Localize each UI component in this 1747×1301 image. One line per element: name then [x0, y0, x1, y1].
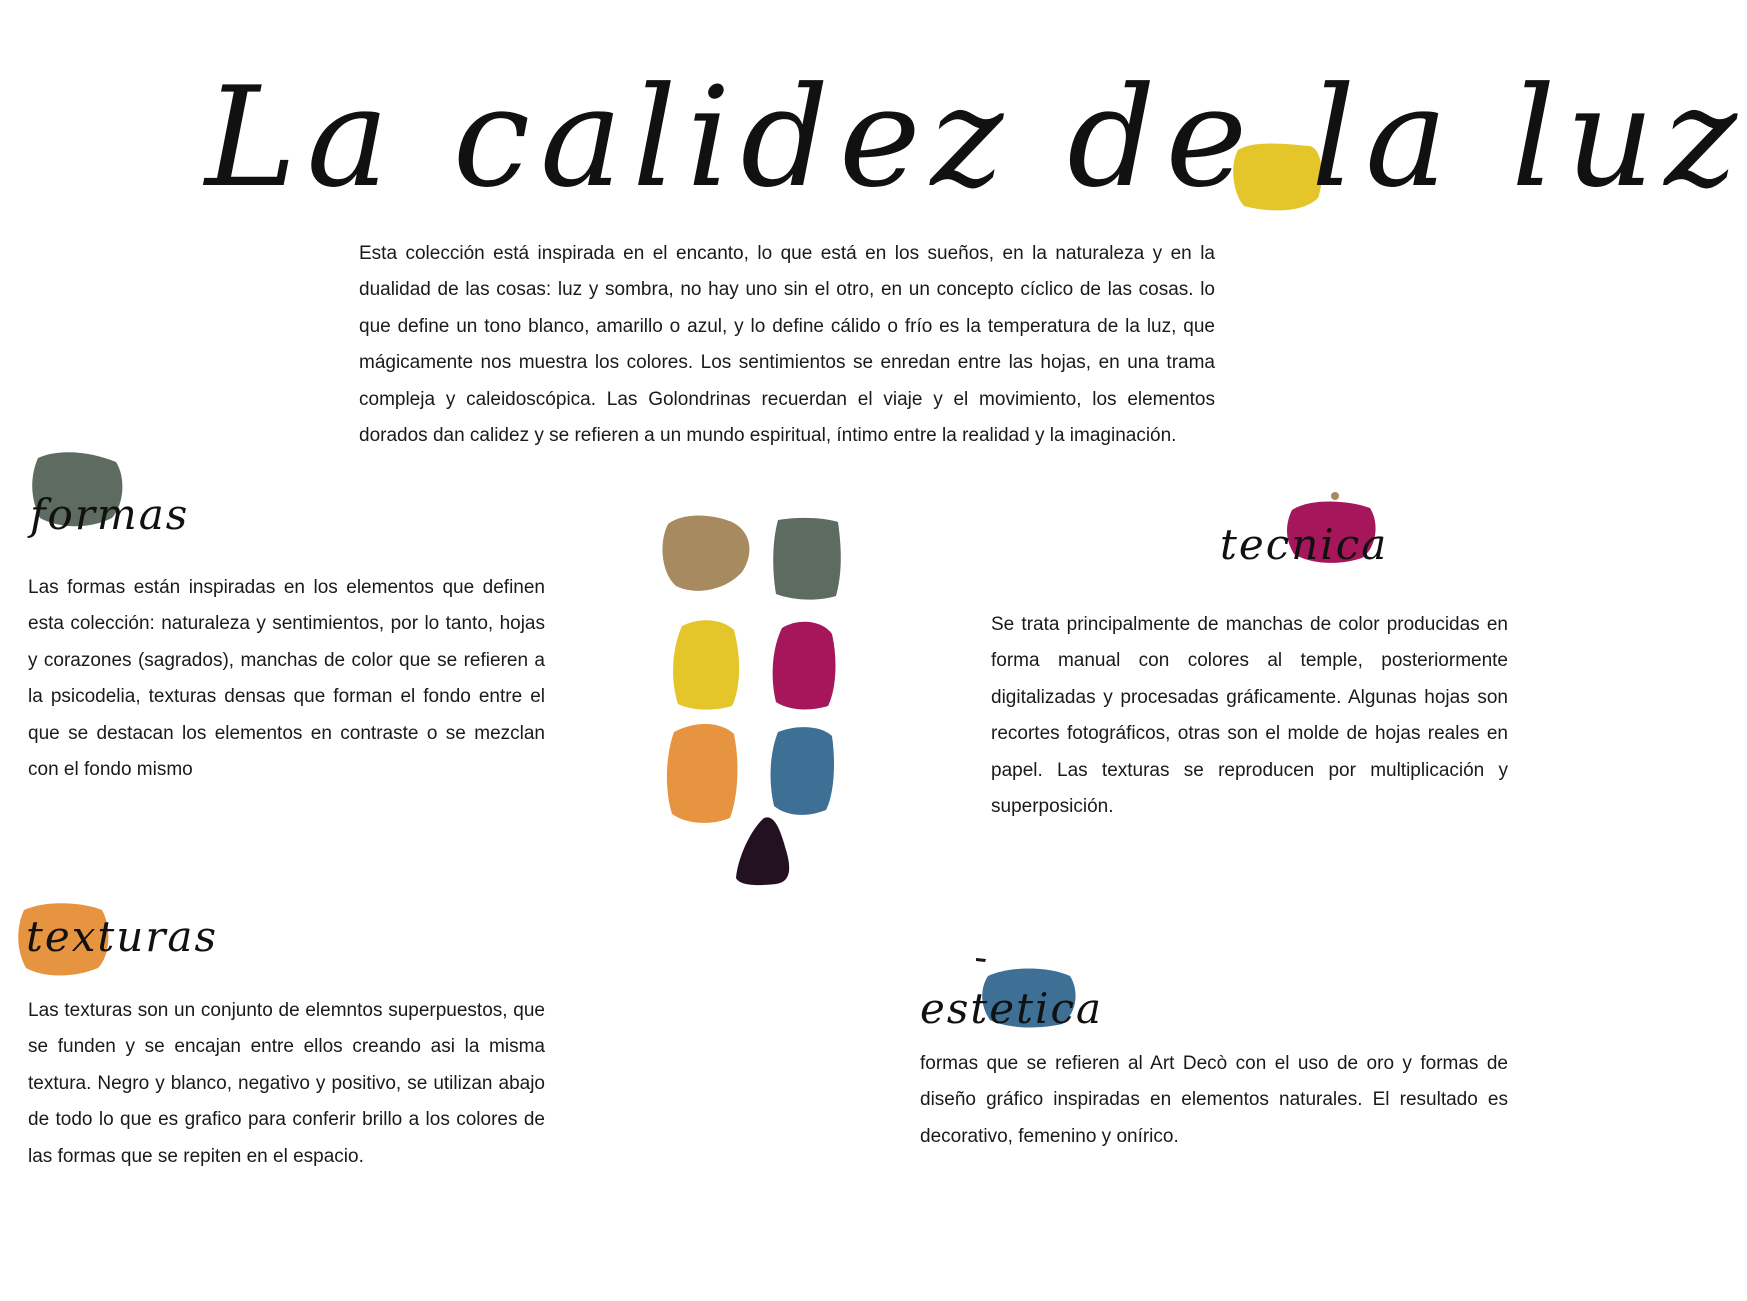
formas-heading: formas [30, 490, 190, 539]
swatch-blue [771, 727, 834, 815]
texturas-body: Las texturas son un conjunto de elemntos superpuestos, que se funden y se encajan entre ellos creando asi la misma textura. Negro y blanco, negativo y positivo, se utilizan abajo de todo lo que es grafico para conferir brillo a los colores de las formas que se repiten en el espacio. [28, 1000, 545, 1167]
formas-body: Las formas están inspiradas en los elementos que definen esta colección: naturaleza y sentimientos, por lo tanto, hojas y corazones (sagrados), manchas de color que se refieren a la psicodelia, texturas densas que forman el fondo entre el que se destacan los elementos en contraste o se mezclan con el fondo mismo [28, 577, 545, 781]
intro-paragraph: Esta colección está inspirada en el encanto, lo que está en los sueños, en la naturaleza y en la dualidad de las cosas: luz y sombra, no hay uno sin el otro, en un concepto cíclico de las cosas. lo que define un tono blanco, amarillo o azul, y lo define cálido o frío es la temperatura de la luz, que mágicamente nos muestra los colores. Los sentimientos se enredan entre las hojas, en una trama compleja y caleidoscópica. Las Golondrinas recuerdan el viaje y el movimiento, los elementos dorados dan calidez y se refieren a un mundo espiritual, íntimo entre la realidad y la imaginación. [359, 243, 1215, 447]
color-swatch-palette [660, 510, 850, 890]
estetica-body: formas que se refieren al Art Decò con el uso de oro y formas de diseño gráfico inspiradas en elementos naturales. El resultado es decorativo, femenino y onírico. [920, 1053, 1508, 1147]
tecnica-heading: tecnica [1220, 520, 1389, 569]
swatch-gray-green [773, 518, 841, 600]
swatch-gold [662, 516, 749, 591]
texturas-heading: texturas [26, 912, 219, 961]
swatch-orange [667, 724, 738, 823]
swatch-yellow [673, 620, 739, 709]
page-title: La calidez de la luz [205, 57, 1747, 218]
estetica-heading: estetica [920, 984, 1104, 1033]
swatch-magenta [773, 622, 836, 710]
swatch-dark [736, 817, 789, 885]
tecnica-body: Se trata principalmente de manchas de color producidas en forma manual con colores al temple, posteriormente digitalizadas y procesadas gráficamente. Algunas hojas son recortes fotográficos, otras son el molde de hojas reales en papel. Las texturas se reproducen por multiplicación y superposición. [991, 614, 1508, 818]
